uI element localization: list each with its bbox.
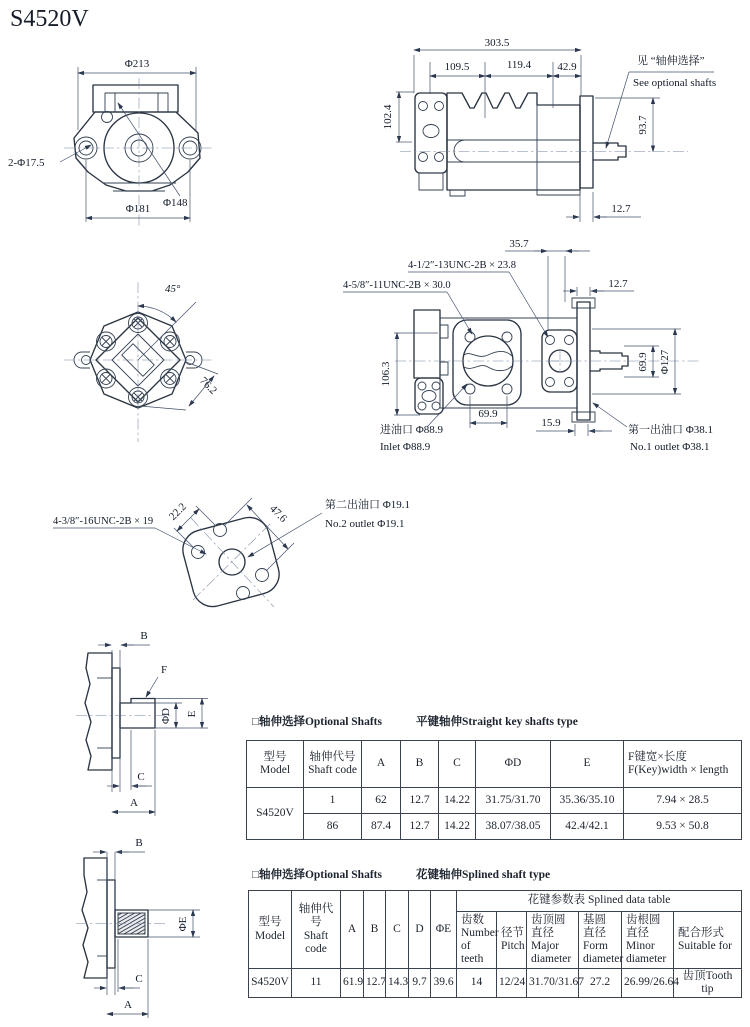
spline-shaft-dimensions: [93, 837, 200, 1018]
dim-label: C: [137, 771, 145, 783]
dim-label: Φ213: [124, 58, 150, 70]
cell: 14.22: [439, 814, 476, 840]
col-model: 型号 Model: [247, 741, 304, 788]
cell: 26.99/26.64: [622, 969, 674, 998]
col-teeth: 齿数 Number of teeth: [457, 912, 497, 969]
cell: 12/24: [497, 969, 527, 998]
dim-label: A: [130, 797, 138, 809]
col-major: 齿顶圆 直径 Major diameter: [527, 912, 579, 969]
table1-caption: [252, 713, 578, 729]
cell-model: S4520V: [249, 969, 292, 998]
key-shaft-dimensions: [98, 630, 208, 816]
cell: 86: [304, 814, 362, 840]
splined-shaft-table: [248, 890, 742, 998]
table2-caption-cn: □轴伸选择Optional Shafts: [252, 869, 382, 881]
outlet1-label-cn: 第一出油口 Φ38.1: [628, 424, 714, 436]
table2-caption: [252, 866, 550, 882]
note-cn: 见 “轴伸选择”: [637, 55, 705, 67]
cell: 27.2: [579, 969, 622, 998]
dim-label: 69.9: [478, 408, 498, 420]
table1-caption-cn: □轴伸选择Optional Shafts: [252, 716, 382, 728]
cell: 1: [304, 788, 362, 814]
rear-view-drawing: [58, 272, 258, 450]
front-view-dimensions: [8, 58, 196, 222]
dim-label: B: [135, 837, 143, 849]
dim-label: 109.5: [444, 61, 470, 73]
table2-group-row: [249, 891, 742, 912]
inlet-label-cn: 进油口 Φ88.9: [380, 424, 444, 436]
col-shaft-code: 轴伸代号 Shaft code: [304, 741, 362, 788]
col-pitch: 径节 Pitch: [497, 912, 527, 969]
col-d: D: [409, 891, 431, 969]
dim-label: Φ181: [125, 203, 151, 215]
dim-label: 106.3: [380, 361, 392, 387]
cell: 12.7: [401, 788, 439, 814]
dim-label: 47.6: [267, 502, 290, 525]
side-view-dimensions: [382, 37, 660, 222]
dim-label: A: [124, 999, 132, 1011]
dim-label: Φ148: [163, 197, 188, 209]
inlet-label-en: Inlet Φ88.9: [380, 441, 431, 453]
cell: 11: [292, 969, 341, 998]
key-shaft-drawing: [70, 622, 270, 825]
cell: 12.7: [401, 814, 439, 840]
side-view-outline: [415, 93, 626, 196]
cell: 14.22: [439, 788, 476, 814]
cell: 42.4/42.1: [551, 814, 624, 840]
dim-label: E: [186, 710, 198, 718]
outlet-flange-dimensions: [53, 498, 294, 571]
cell: 12.7: [364, 969, 386, 998]
cell: 14.3: [386, 969, 409, 998]
spline-shaft-drawing: [70, 832, 270, 1027]
front-view-drawing: [0, 28, 270, 240]
straight-key-shaft-table: [246, 740, 742, 840]
port-view-drawing: [340, 240, 750, 462]
front-view-outline: [74, 85, 201, 191]
col-minor: 齿根圆 直径 Minor diameter: [622, 912, 674, 969]
dim-label: Φ127: [659, 349, 671, 375]
col-a: A: [362, 741, 401, 788]
cell: 35.36/35.10: [551, 788, 624, 814]
dim-label: 2-Φ17.5: [8, 157, 45, 169]
cell: 31.70/31.67: [527, 969, 579, 998]
col-a: A: [341, 891, 364, 969]
outlet-flange-drawing: [40, 490, 450, 628]
dim-label: C: [135, 973, 143, 985]
port-view-outline: [414, 298, 628, 422]
cell: 齿顶Tooth tip: [674, 969, 742, 998]
dim-label: B: [140, 630, 148, 642]
table1-caption-type: 平键轴伸Straight key shafts type: [415, 716, 578, 728]
dim-label: F: [161, 664, 168, 676]
table1-row-1: [247, 788, 742, 814]
table1-header-row: [247, 741, 742, 788]
thread-label: 4-5/8″-11UNC-2B × 30.0: [343, 280, 451, 291]
cell: 14: [457, 969, 497, 998]
col-c: C: [386, 891, 409, 969]
cell: 87.4: [362, 814, 401, 840]
table1-row-2: [247, 814, 742, 840]
dim-label: ΦD: [160, 708, 172, 724]
col-e: E: [551, 741, 624, 788]
outlet2-label-cn: 第二出油口 Φ19.1: [325, 499, 411, 511]
dim-label: 12.7: [608, 278, 628, 290]
cell: 62: [362, 788, 401, 814]
cell: 61.9: [341, 969, 364, 998]
optional-shaft-note: [606, 53, 716, 148]
dim-label: 35.7: [509, 238, 529, 250]
cell: 38.07/38.05: [476, 814, 551, 840]
col-e: ΦE: [431, 891, 457, 969]
outlet2-label-en: No.2 outlet Φ19.1: [325, 518, 405, 530]
dim-label: 45°: [165, 283, 181, 295]
col-b: B: [364, 891, 386, 969]
thread-label: 4-1/2″-13UNC-2B × 23.8: [408, 260, 516, 271]
cell: 39.6: [431, 969, 457, 998]
dim-label: 15.9: [541, 417, 561, 429]
spline-group-header: 花键参数表 Splined data table: [457, 891, 742, 912]
table2-caption-type: 花键轴伸Splined shaft type: [415, 869, 551, 881]
col-form: 基圆 直径 Form diameter: [579, 912, 622, 969]
cell: 9.7: [409, 969, 431, 998]
col-d: ΦD: [476, 741, 551, 788]
outlet1-label-en: No.1 outlet Φ38.1: [630, 441, 710, 453]
dim-label: 22.2: [166, 500, 189, 523]
dim-label: 93.7: [637, 115, 649, 135]
table2-data-row: [249, 969, 742, 998]
page-title: S4520V: [10, 6, 89, 32]
dim-label: 303.5: [484, 37, 510, 49]
thread-label: 4-3/8″-16UNC-2B × 19: [53, 516, 154, 527]
col-fit: 配合形式 Suitable for: [674, 912, 742, 969]
cell: 7.94 × 28.5: [624, 788, 742, 814]
dim-label: ΦE: [177, 916, 189, 932]
dim-label: 12.7: [611, 203, 631, 215]
col-key: F键宽×长度 F(Key)width × length: [624, 741, 742, 788]
side-view-drawing: [382, 37, 750, 238]
dim-label: 119.4: [506, 59, 532, 71]
cell-model: S4520V: [247, 788, 304, 840]
note-en: See optional shafts: [633, 77, 717, 89]
dim-label: 102.4: [382, 104, 394, 130]
dim-label: 69.9: [637, 352, 649, 372]
col-model: 型号 Model: [249, 891, 292, 969]
col-shaft-code: 轴伸代号 Shaft code: [292, 891, 341, 969]
col-b: B: [401, 741, 439, 788]
col-c: C: [439, 741, 476, 788]
cell: 9.53 × 50.8: [624, 814, 742, 840]
cell: 31.75/31.70: [476, 788, 551, 814]
dim-label: 42.9: [557, 61, 577, 73]
dim-label: 76.2: [197, 374, 220, 397]
